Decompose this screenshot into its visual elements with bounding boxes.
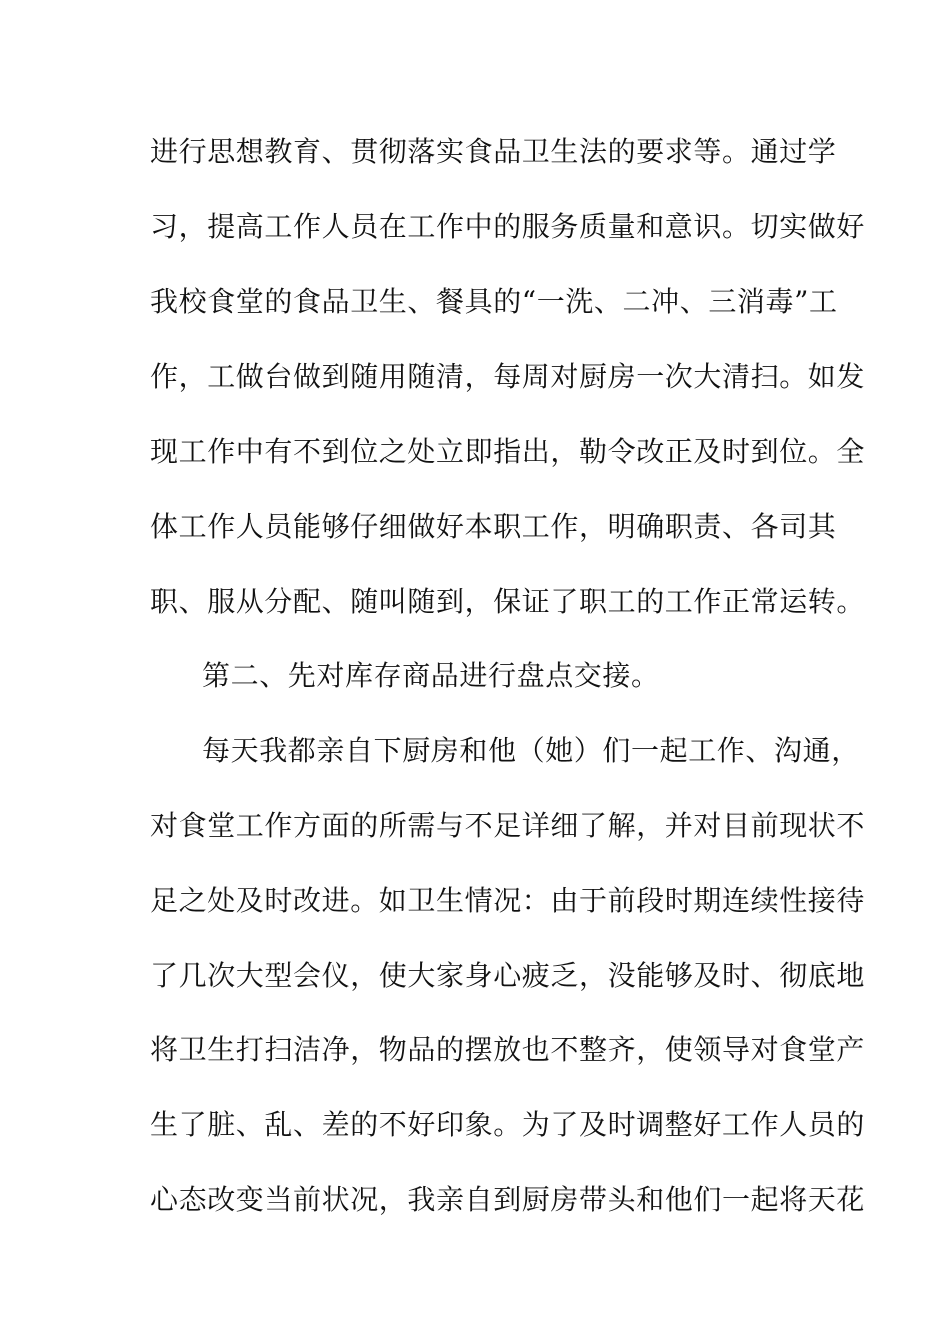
section-heading-line: 第二、先对库存商品进行盘点交接。	[202, 659, 660, 692]
text-line-6: 体工作人员能够仔细做好本职工作，明确职责、各司其	[150, 510, 837, 543]
text-line-14: 生了脏、乱、差的不好印象。为了及时调整好工作人员的	[150, 1108, 866, 1141]
text-line-13: 将卫生打扫洁净，物品的摆放也不整齐，使领导对食堂产	[150, 1033, 866, 1066]
text-line-12: 了几次大型会仪，使大家身心疲乏，没能够及时、彻底地	[150, 959, 866, 992]
text-line-7: 职、服从分配、随叫随到，保证了职工的工作正常运转。	[150, 585, 866, 618]
text-line-1: 进行思想教育、贯彻落实食品卫生法的要求等。通过学	[150, 135, 837, 168]
text-line-2: 习，提高工作人员在工作中的服务质量和意识。切实做好	[150, 210, 866, 243]
text-line-3: 我校食堂的食品卫生、餐具的“一洗、二冲、三消毒”工	[150, 285, 838, 318]
text-line-11: 足之处及时改进。如卫生情况：由于前段时期连续性接待	[150, 884, 866, 917]
paragraph-start-line: 每天我都亲自下厨房和他（她）们一起工作、沟通，	[202, 734, 860, 767]
text-line-4: 作，工做台做到随用随清，每周对厨房一次大清扫。如发	[150, 360, 866, 393]
text-line-10: 对食堂工作方面的所需与不足详细了解，并对目前现状不	[150, 809, 866, 842]
text-line-15: 心态改变当前状况，我亲自到厨房带头和他们一起将天花	[150, 1183, 866, 1216]
text-line-5: 现工作中有不到位之处立即指出，勒令改正及时到位。全	[150, 435, 866, 468]
